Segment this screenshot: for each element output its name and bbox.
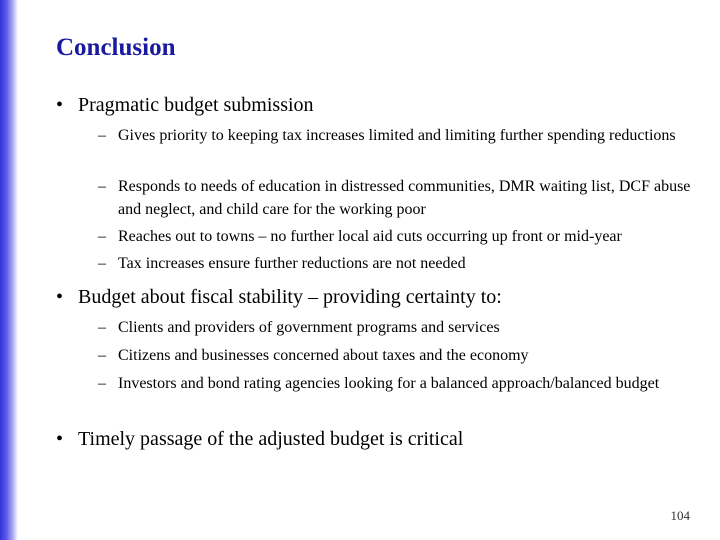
- left-accent-bar: [0, 0, 18, 540]
- bullet-icon: •: [56, 428, 64, 450]
- sub-bullet-item: [98, 344, 698, 367]
- sub-bullet-item: [98, 175, 698, 221]
- sub-bullet-text: Tax increases ensure further reductions are not needed: [118, 255, 466, 272]
- sub-bullet-text: Gives priority to keeping tax increases limited and limiting further spending reductions: [118, 127, 676, 144]
- sub-bullet-text: Citizens and businesses concerned about taxes and the economy: [118, 347, 529, 364]
- page-number: 104: [670, 508, 690, 523]
- dash-icon: –: [98, 319, 106, 336]
- sub-bullet-text: Reaches out to towns – no further local aid cuts occurring up front or mid-year: [118, 228, 622, 245]
- sub-bullet-text: Responds to needs of education in distressed communities, DMR waiting list, DCF abuse and neglect, and child care for the working poor: [118, 178, 691, 218]
- dash-icon: –: [98, 228, 106, 245]
- bullet-text: Timely passage of the adjusted budget is critical: [78, 428, 464, 450]
- sub-bullet-item: [98, 124, 698, 147]
- sub-bullet-item: [98, 252, 698, 275]
- bullet-icon: •: [56, 94, 64, 116]
- dash-icon: –: [98, 375, 106, 392]
- slide-title: Conclusion: [56, 34, 176, 61]
- dash-icon: –: [98, 347, 106, 364]
- bullet-text: Pragmatic budget submission: [78, 94, 314, 116]
- sub-bullet-item: [98, 316, 698, 339]
- dash-icon: –: [98, 255, 106, 272]
- bullet-text: Budget about fiscal stability – providing certainty to:: [78, 286, 502, 308]
- dash-icon: –: [98, 127, 106, 144]
- sub-bullet-text: Clients and providers of government programs and services: [118, 319, 500, 336]
- sub-bullet-item: [98, 225, 698, 248]
- dash-icon: –: [98, 178, 106, 195]
- sub-bullet-item: [98, 372, 698, 395]
- sub-bullet-text: Investors and bond rating agencies looking for a balanced approach/balanced budget: [118, 375, 660, 392]
- bullet-icon: •: [56, 286, 64, 308]
